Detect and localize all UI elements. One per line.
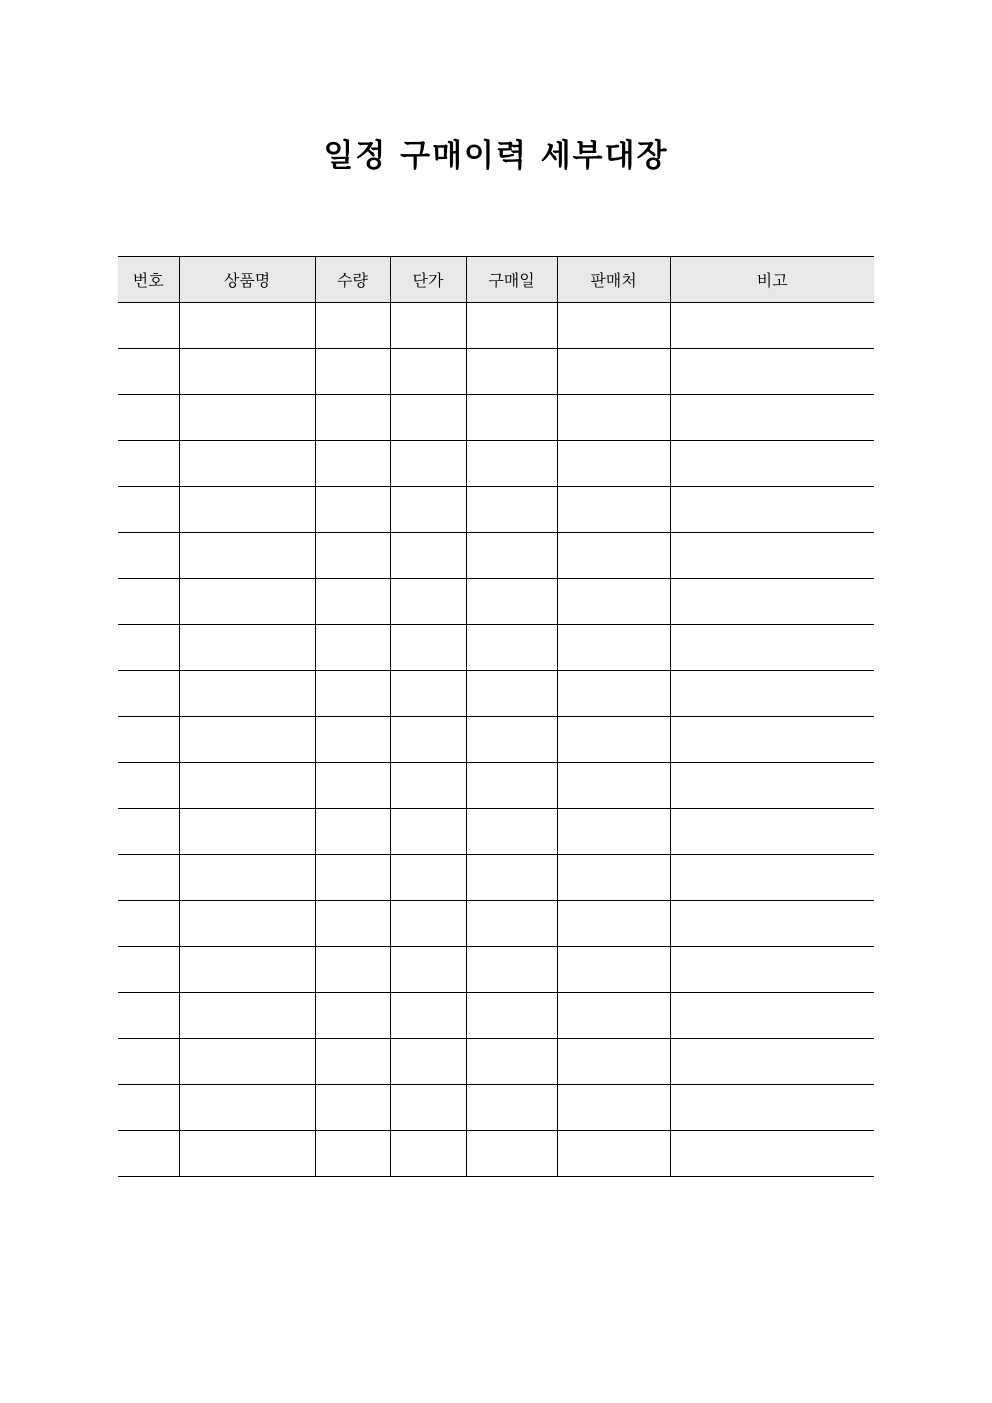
purchase-date-cell [466,671,557,717]
unit-price-cell [390,533,466,579]
remarks-cell [670,671,874,717]
purchase-date-cell [466,395,557,441]
remarks-cell [670,809,874,855]
quantity-cell [315,763,390,809]
seller-cell [557,1131,670,1177]
table-row [118,809,874,855]
product-name-cell [179,395,315,441]
purchase-date-cell [466,1039,557,1085]
seller-cell [557,855,670,901]
product-name-cell [179,901,315,947]
product-name-cell [179,625,315,671]
quantity-cell [315,441,390,487]
unit-price-cell [390,625,466,671]
number-cell [118,487,179,533]
remarks-cell [670,1039,874,1085]
seller-cell [557,901,670,947]
table-row [118,303,874,349]
table-row [118,855,874,901]
seller-cell [557,947,670,993]
quantity-cell [315,579,390,625]
unit-price-cell [390,855,466,901]
number-cell [118,671,179,717]
unit-price-cell [390,993,466,1039]
purchase-date-cell [466,901,557,947]
purchase-date-cell [466,533,557,579]
quantity-cell [315,809,390,855]
table-row [118,993,874,1039]
quantity-cell [315,1131,390,1177]
unit-price-cell [390,1131,466,1177]
table-body [118,303,874,1177]
product-name-cell [179,349,315,395]
number-cell [118,855,179,901]
seller-cell [557,533,670,579]
number-cell [118,533,179,579]
product-name-cell [179,487,315,533]
unit-price-cell [390,395,466,441]
quantity-cell [315,993,390,1039]
seller-cell [557,763,670,809]
table-row [118,901,874,947]
product-name-cell [179,1039,315,1085]
purchase-date-cell [466,487,557,533]
quantity-cell [315,1085,390,1131]
purchase-history-table [118,256,874,1177]
product-name-cell [179,947,315,993]
product-name-cell [179,441,315,487]
quantity-cell [315,947,390,993]
remarks-cell [670,1085,874,1131]
unit-price-cell [390,441,466,487]
seller-cell [557,717,670,763]
unit-price-cell [390,763,466,809]
seller-cell [557,395,670,441]
remarks-cell [670,349,874,395]
purchase-date-cell [466,717,557,763]
remarks-cell [670,395,874,441]
table-row [118,763,874,809]
unit-price-cell [390,671,466,717]
table-row [118,395,874,441]
table-row [118,441,874,487]
purchase-date-cell [466,763,557,809]
seller-cell [557,303,670,349]
number-cell [118,901,179,947]
product-name-cell [179,717,315,763]
quantity-cell [315,487,390,533]
column-header-purchase-date: 구매일 [466,257,557,303]
number-cell [118,717,179,763]
quantity-cell [315,303,390,349]
quantity-cell [315,625,390,671]
number-cell [118,349,179,395]
unit-price-cell [390,579,466,625]
table-row [118,1085,874,1131]
remarks-cell [670,993,874,1039]
number-cell [118,1039,179,1085]
unit-price-cell [390,303,466,349]
seller-cell [557,349,670,395]
product-name-cell [179,533,315,579]
purchase-date-cell [466,303,557,349]
quantity-cell [315,717,390,763]
seller-cell [557,1039,670,1085]
quantity-cell [315,533,390,579]
quantity-cell [315,671,390,717]
seller-cell [557,993,670,1039]
table-row [118,487,874,533]
purchase-date-cell [466,855,557,901]
column-header-number: 번호 [118,257,179,303]
quantity-cell [315,349,390,395]
seller-cell [557,1085,670,1131]
number-cell [118,441,179,487]
product-name-cell [179,809,315,855]
remarks-cell [670,1131,874,1177]
number-cell [118,1085,179,1131]
table-row [118,533,874,579]
product-name-cell [179,855,315,901]
purchase-date-cell [466,625,557,671]
column-header-unit-price: 단가 [390,257,466,303]
seller-cell [557,441,670,487]
purchase-date-cell [466,579,557,625]
number-cell [118,395,179,441]
seller-cell [557,579,670,625]
product-name-cell [179,671,315,717]
page-title: 일정 구매이력 세부대장 [323,138,669,174]
purchase-date-cell [466,1131,557,1177]
remarks-cell [670,717,874,763]
remarks-cell [670,763,874,809]
number-cell [118,809,179,855]
product-name-cell [179,579,315,625]
number-cell [118,993,179,1039]
table-row [118,1039,874,1085]
unit-price-cell [390,947,466,993]
unit-price-cell [390,717,466,763]
purchase-date-cell [466,993,557,1039]
number-cell [118,625,179,671]
column-header-quantity: 수량 [315,257,390,303]
product-name-cell [179,1131,315,1177]
remarks-cell [670,855,874,901]
purchase-date-cell [466,1085,557,1131]
number-cell [118,947,179,993]
seller-cell [557,487,670,533]
purchase-date-cell [466,349,557,395]
unit-price-cell [390,349,466,395]
column-header-remarks: 비고 [670,257,874,303]
quantity-cell [315,395,390,441]
table-row [118,349,874,395]
purchase-date-cell [466,441,557,487]
product-name-cell [179,763,315,809]
table-row [118,625,874,671]
quantity-cell [315,901,390,947]
remarks-cell [670,947,874,993]
remarks-cell [670,441,874,487]
table-row [118,947,874,993]
number-cell [118,1131,179,1177]
product-name-cell [179,303,315,349]
remarks-cell [670,533,874,579]
seller-cell [557,625,670,671]
table-row [118,1131,874,1177]
remarks-cell [670,625,874,671]
unit-price-cell [390,487,466,533]
quantity-cell [315,1039,390,1085]
unit-price-cell [390,901,466,947]
product-name-cell [179,993,315,1039]
unit-price-cell [390,809,466,855]
table-row [118,671,874,717]
purchase-date-cell [466,809,557,855]
remarks-cell [670,579,874,625]
seller-cell [557,671,670,717]
remarks-cell [670,487,874,533]
remarks-cell [670,303,874,349]
product-name-cell [179,1085,315,1131]
purchase-date-cell [466,947,557,993]
number-cell [118,579,179,625]
remarks-cell [670,901,874,947]
header-row [118,257,874,303]
table-row [118,717,874,763]
table-row [118,579,874,625]
seller-cell [557,809,670,855]
unit-price-cell [390,1039,466,1085]
column-header-product-name: 상품명 [179,257,315,303]
unit-price-cell [390,1085,466,1131]
number-cell [118,763,179,809]
quantity-cell [315,855,390,901]
number-cell [118,303,179,349]
column-header-seller: 판매처 [557,257,670,303]
